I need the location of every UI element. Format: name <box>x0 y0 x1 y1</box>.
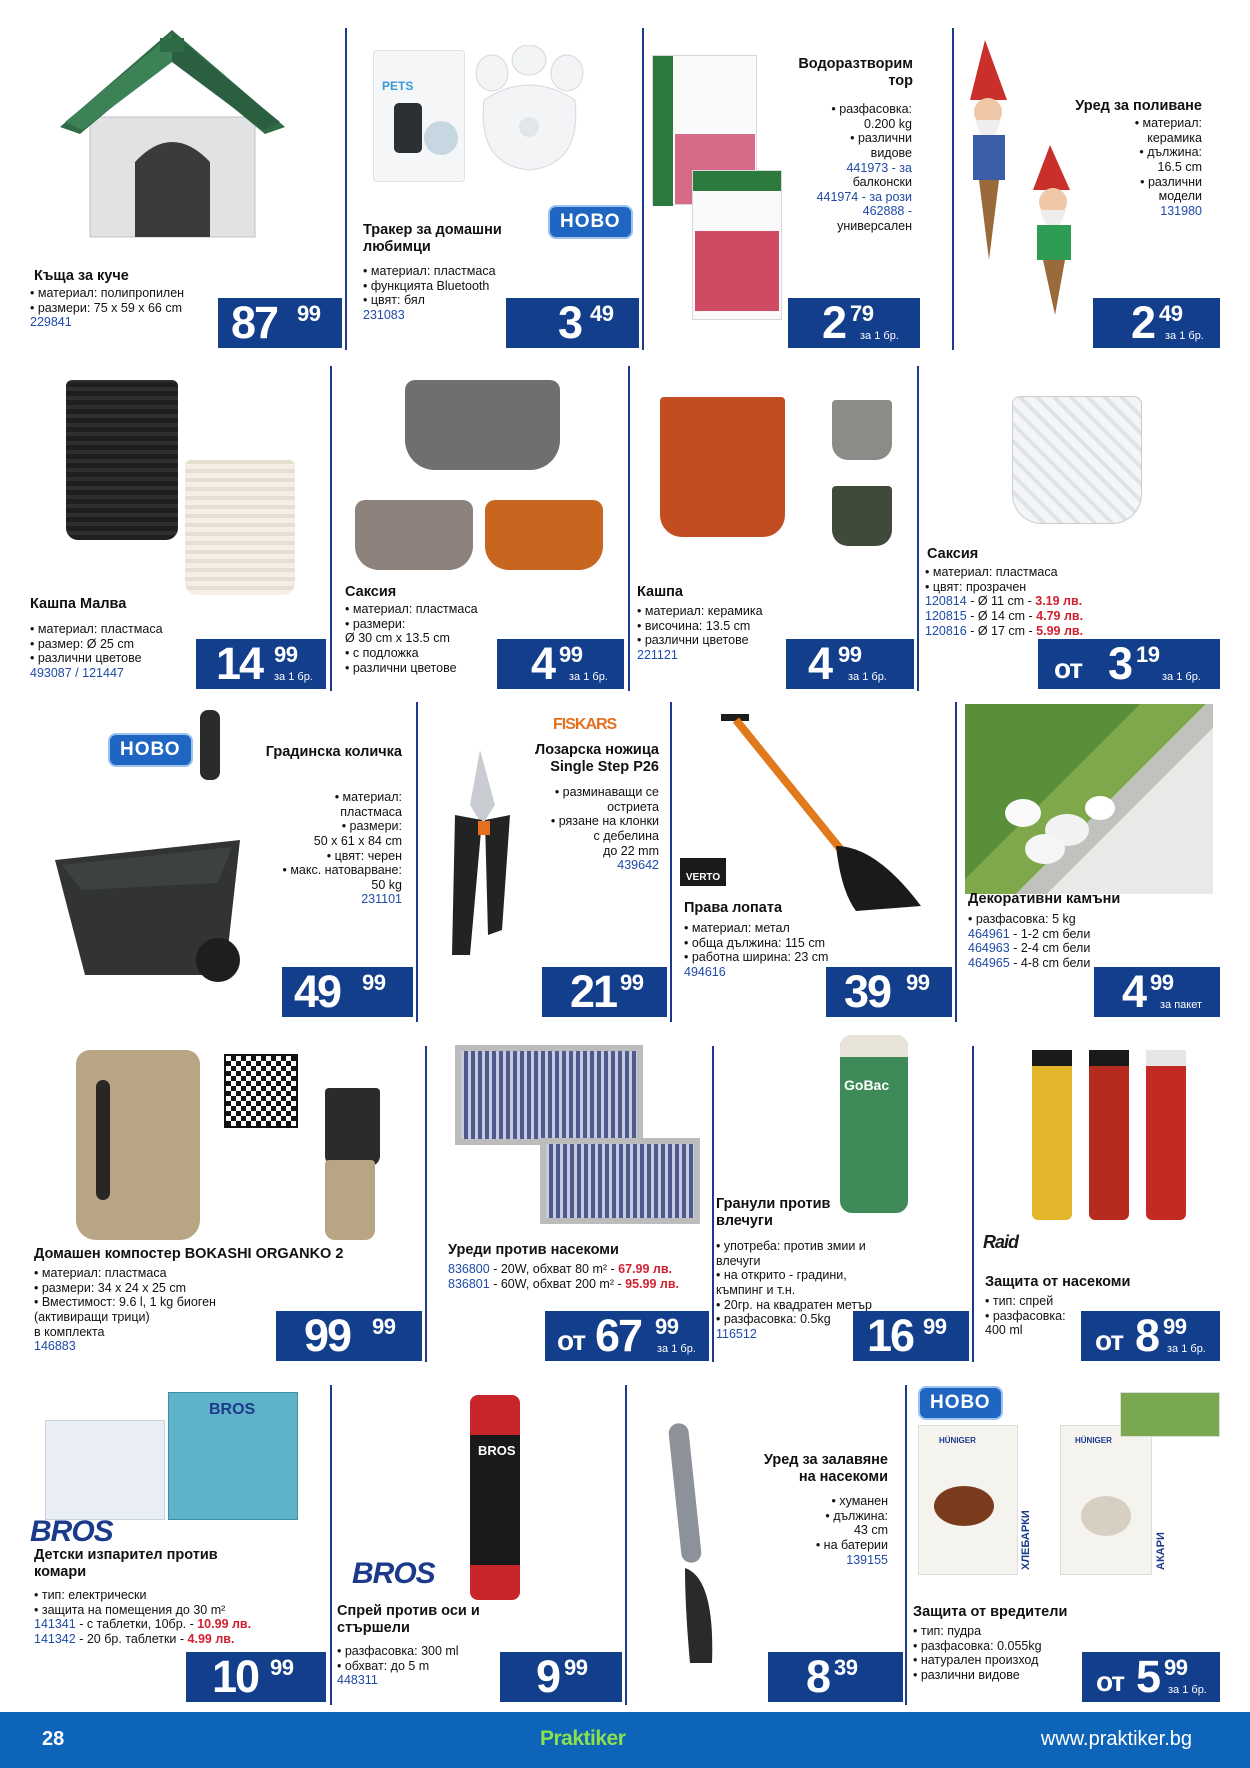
divider <box>345 28 347 350</box>
price-tag: от 3 19 за 1 бр. <box>1038 639 1220 689</box>
composter-parts-image <box>325 1088 380 1166</box>
divider <box>425 1046 427 1362</box>
new-badge: НОВО <box>918 1386 1003 1420</box>
product-title: Защита от вредители <box>913 1604 1068 1620</box>
price-tag: 99 99 <box>276 1311 422 1361</box>
product-specs: • материал: пластмаса • функцията Bluetooth • цвят: бял 231083 <box>363 264 496 322</box>
product-specs: • материал: пластмаса • размери: 50 x 61 x 84 cm • цвят: черен • макс. натоварване: 50 kg 231101 <box>282 790 402 907</box>
product-specs: • хуманен • дължина: 43 cm • на батерии 139155 <box>815 1494 888 1567</box>
product-title: Спрей против оси и стършели <box>337 1603 480 1636</box>
divider <box>628 366 630 691</box>
product-specs: • материал: пластмаса • размери: 34 x 24 x 25 cm • Вместимост: 9.6 l, 1 kg биоген (активиращи трици) в комплекта 146883 <box>34 1266 216 1354</box>
transparent-planter-image <box>1012 396 1142 524</box>
product-code: 231101 <box>361 892 402 907</box>
product-title: Кашпа Малва <box>30 596 127 612</box>
black-pot-image <box>66 380 178 540</box>
price-tag: 16 99 <box>853 1311 969 1361</box>
green-ceramic-pot-image <box>832 486 892 546</box>
product-title: Уред за поливане <box>1075 98 1202 114</box>
product-specs: • тип: спрей • разфасовка: 400 ml <box>985 1294 1066 1338</box>
product-specs: • материал: метал • обща дължина: 115 cm • работна ширина: 23 cm 494616 <box>684 921 829 979</box>
product-title: Лозарска ножица Single Step P26 <box>535 742 659 775</box>
dog-house-image <box>60 22 285 262</box>
price-tag: 49 99 <box>282 967 413 1017</box>
pest-pack-image <box>1120 1392 1220 1437</box>
raid-can-image <box>1089 1050 1129 1220</box>
pest-pack-image: HÜNIGER <box>1060 1425 1152 1575</box>
product-specs: • разфасовка: 300 ml • обхват: до 5 m 448311 <box>337 1644 459 1688</box>
price-tag: 21 99 <box>542 967 667 1017</box>
price-tag: 39 99 <box>826 967 952 1017</box>
price-tag: от 8 99 за 1 бр. <box>1081 1311 1220 1361</box>
insect-catcher-image <box>660 1418 740 1668</box>
product-specs: • разминаващи се остриета • рязане на клонки с дебелина до 22 mm 439642 <box>550 785 659 873</box>
divider <box>955 702 957 1022</box>
divider <box>905 1385 907 1705</box>
fiskars-logo: FISKARS <box>553 716 617 733</box>
pest-pack-image: HÜNIGER <box>918 1425 1018 1575</box>
gnome-watering-image <box>965 40 1095 320</box>
product-title: Защита от насекоми <box>985 1274 1131 1290</box>
qr-code-image <box>224 1054 298 1128</box>
price-tag: 10 99 <box>186 1652 326 1702</box>
new-badge: НОВО <box>548 205 633 239</box>
terracotta-pot-image <box>660 397 785 537</box>
product-specs: • тип: пудра • разфасовка: 0.055kg • натурален произход • различни видове <box>913 1624 1042 1682</box>
product-code: 139155 <box>846 1552 888 1567</box>
granules-container-image: GoBac <box>840 1035 908 1213</box>
shovel-image <box>716 706 926 916</box>
product-code: 221121 <box>637 647 678 662</box>
product-code: 116512 <box>716 1326 757 1341</box>
product-title: Детски изпарител против комари <box>34 1547 218 1580</box>
product-specs: • материал: пластмаса • цвят: прозрачен 120814 - Ø 11 cm - 3.19 лв. 120815 - Ø 14 cm - 4.79 лв. 120816 - Ø 17 cm - 5.99 лв. <box>925 565 1084 638</box>
product-title: Уреди против насекоми <box>448 1242 619 1258</box>
price-tag: 8 39 <box>768 1652 903 1702</box>
product-specs: • разфасовка: 0.200 kg • различни видове 441973 - за балконски 441974 - за рози 462888 - универсален <box>816 102 912 233</box>
product-specs: • тип: електрически • защита на помещения до 30 m² 141341 - с таблетки, 10бр. - 10.99 лв. 141342 - 20 бр. таблетки - 4.99 лв. <box>34 1588 252 1646</box>
product-title: Домашен компостер BOKASHI ORGANKO 2 <box>34 1246 344 1262</box>
product-code: 131980 <box>1160 203 1202 218</box>
pest-pack-label: ХЛЕБАРКИ <box>1020 1510 1032 1570</box>
price-tag: 14 99 за 1 бр. <box>196 639 326 689</box>
page-footer <box>0 1712 1250 1768</box>
garden-cart-image <box>50 705 245 990</box>
product-title: Уред за залавяне на насекоми <box>763 1452 888 1485</box>
grey-planter-image <box>405 380 560 470</box>
divider <box>917 366 919 691</box>
stones-image <box>965 704 1213 894</box>
product-title: Декоративни камъни <box>968 891 1121 907</box>
product-specs: • материал: пластмаса • размер: Ø 25 cm • различни цветове 493087 / 121447 <box>30 622 163 680</box>
product-title: Кашпа <box>637 584 683 600</box>
product-specs: • материал: полипропилен • размери: 75 x 59 x 66 cm 229841 <box>30 286 185 330</box>
product-specs: • материал: керамика • дължина: 16.5 cm • различни модели 131980 <box>1134 116 1202 218</box>
insect-killer-image <box>455 1045 643 1145</box>
grey-ceramic-pot-image <box>832 400 892 460</box>
price-tag: 4 99 за пакет <box>1094 967 1220 1017</box>
pruning-shears-image <box>440 745 520 960</box>
new-badge: НОВО <box>108 733 193 767</box>
divider <box>416 702 418 1022</box>
website-link[interactable]: www.praktiker.bg <box>1040 1728 1192 1750</box>
bros-logo: BROS <box>30 1515 113 1548</box>
divider <box>952 28 954 350</box>
composter-bin-image <box>76 1050 200 1240</box>
raid-can-image <box>1146 1050 1186 1220</box>
bros-logo: BROS <box>352 1557 435 1590</box>
raid-can-image <box>1032 1050 1072 1220</box>
product-specs: • материал: пластмаса • размери: Ø 30 cm x 13.5 cm • с подложка • различни цветове <box>345 602 478 675</box>
tracker-box-image: PETS <box>373 50 465 182</box>
orange-planter-image <box>485 500 603 570</box>
vaporizer-box-image: BROS <box>168 1392 298 1520</box>
product-code: 448311 <box>337 1673 378 1688</box>
product-code: 494616 <box>684 964 726 979</box>
fertilizer-pack-image <box>692 170 782 320</box>
product-title: Тракер за домашни любимци <box>363 222 502 255</box>
price-tag: 87 99 <box>218 298 342 348</box>
divider <box>625 1385 627 1705</box>
insect-killer-image <box>540 1138 700 1224</box>
product-title: Саксия <box>345 584 397 600</box>
vaporizer-box-image <box>45 1420 165 1520</box>
divider <box>712 1046 714 1362</box>
divider <box>642 28 644 350</box>
product-specs: • материал: керамика • височина: 13.5 cm • различни цветове 221121 <box>637 604 763 662</box>
product-title: Градинска количка <box>265 744 402 760</box>
price-tag: 3 49 <box>506 298 639 348</box>
product-code: 146883 <box>34 1339 76 1354</box>
paw-tracker-image <box>472 45 587 175</box>
composter-parts-image <box>325 1160 375 1240</box>
price-tag: 2 79 за 1 бр. <box>788 298 920 348</box>
product-code: 439642 <box>617 858 659 873</box>
product-title: Права лопата <box>684 900 783 916</box>
divider <box>330 366 332 691</box>
pest-pack-label: АКАРИ <box>1155 1532 1167 1570</box>
price-tag: 2 49 за 1 бр. <box>1093 298 1220 348</box>
price-tag: от 5 99 за 1 бр. <box>1082 1652 1220 1702</box>
raid-logo: Raid <box>983 1232 1019 1252</box>
price-tag: 9 99 <box>500 1652 622 1702</box>
product-code: 493087 / 121447 <box>30 665 124 680</box>
product-title: Водоразтворим тор <box>798 56 913 89</box>
price-tag: 4 99 за 1 бр. <box>786 639 914 689</box>
product-title: Къща за куче <box>34 268 129 284</box>
product-code: 231083 <box>363 307 405 322</box>
divider <box>330 1385 332 1705</box>
praktiker-logo: Praktiker <box>540 1727 626 1750</box>
verto-logo: VERTO <box>680 858 726 886</box>
taupe-planter-image <box>355 500 473 570</box>
product-specs: • разфасовка: 5 kg 464961 - 1-2 cm бели 464963 - 2-4 cm бели 464965 - 4-8 cm бели <box>968 912 1091 970</box>
product-title: Саксия <box>927 546 979 562</box>
white-pot-image <box>185 460 295 595</box>
bros-spray-can-image: BROS <box>470 1395 520 1600</box>
page-number: 28 <box>42 1728 65 1750</box>
product-code: 229841 <box>30 315 72 330</box>
product-specs: • употреба: против змии и влечуги • на открито - градини, къмпинг и т.н. • 20гр. на квадратен метър • разфасовка: 0.5kg 116512 <box>716 1239 872 1341</box>
price-tag: от 67 99 за 1 бр. <box>545 1311 709 1361</box>
product-specs: 836800 - 20W, обхват 80 m² - 67.99 лв. 836801 - 60W, обхват 200 m² - 95.99 лв. <box>448 1262 679 1291</box>
product-title: Гранули против влечуги <box>716 1196 831 1229</box>
price-tag: 4 99 за 1 бр. <box>497 639 624 689</box>
divider <box>670 702 672 1022</box>
divider <box>972 1046 974 1362</box>
